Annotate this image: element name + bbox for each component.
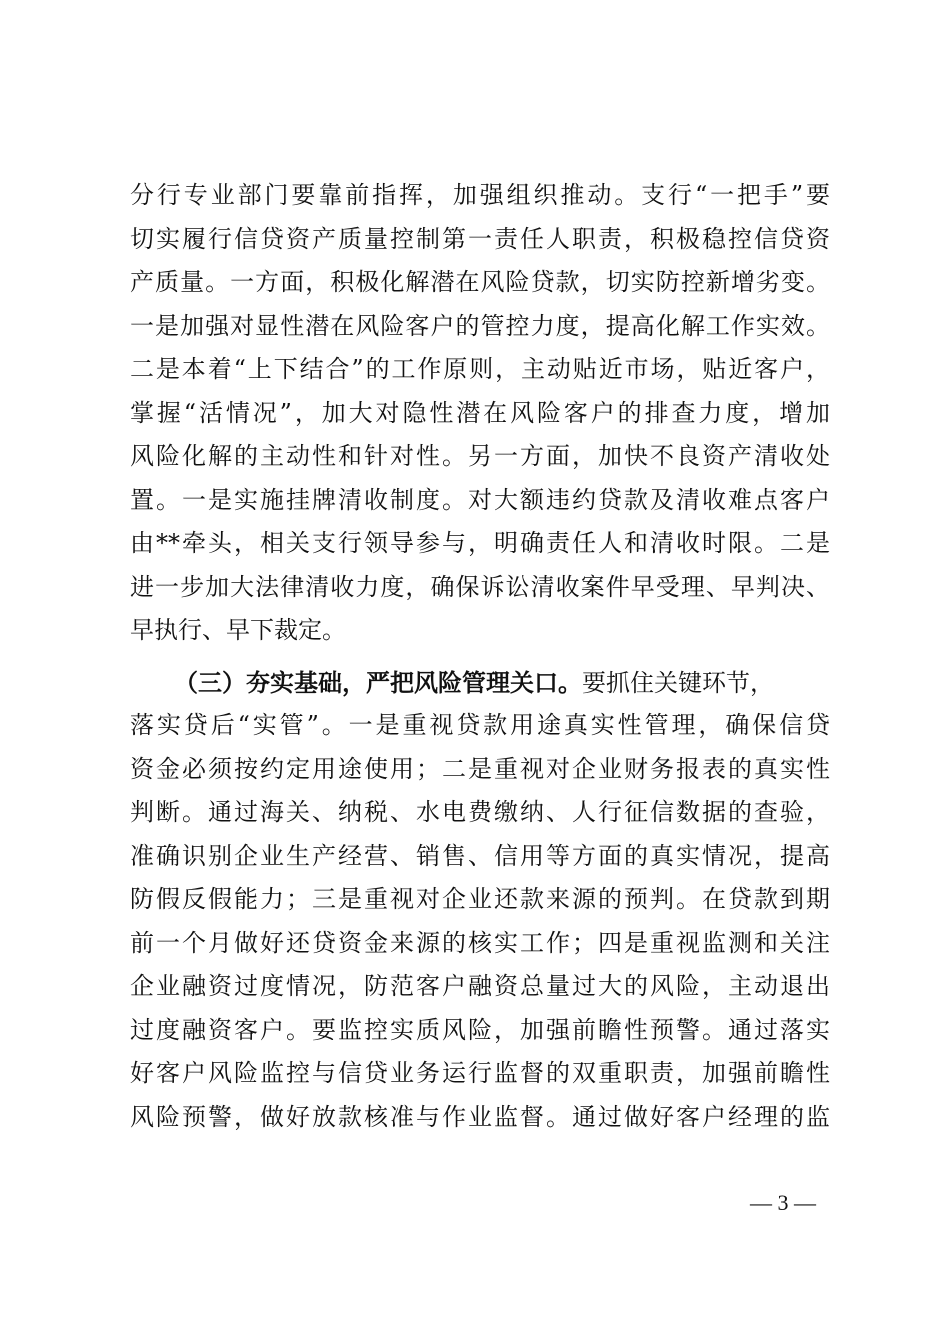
paragraph-line: 早执行、早下裁定。 — [130, 616, 346, 644]
paragraph-line: 二是本着“上下结合”的工作原则，主动贴近市场，贴近客户， — [130, 355, 830, 383]
paragraph-line: 切实履行信贷资产质量控制第一责任人职责，积极稳控信贷资 — [130, 224, 830, 253]
paragraph-line: 好客户风险监控与信贷业务运行监督的双重职责，加强前瞻性 — [130, 1059, 830, 1087]
paragraph-line: 风险化解的主动性和针对性。另一方面，加快不良资产清收处 — [130, 442, 830, 470]
paragraph-line: 判断。通过海关、纳税、水电费缴纳、人行征信数据的查验， — [130, 798, 830, 826]
page-number: — 3 — — [750, 1190, 816, 1215]
body-text — [130, 174, 830, 1139]
paragraph-line: 落实贷后“实管”。一是重视贷款用途真实性管理，确保信贷 — [130, 711, 830, 739]
paragraph-line: 过度融资客户。要监控实质风险，加强前瞻性预警。通过落实 — [130, 1015, 830, 1044]
paragraph-line: 企业融资过度情况，防范客户融资总量过大的风险，主动退出 — [130, 972, 830, 1000]
paragraph-line: 准确识别企业生产经营、销售、信用等方面的真实情况，提高 — [130, 841, 830, 870]
paragraph-line: 分行专业部门要靠前指挥，加强组织推动。支行“一把手”要 — [130, 181, 830, 209]
section-three-first-line-rest: 要抓住关键环节， — [582, 668, 774, 697]
section-three-first-line — [130, 661, 830, 705]
paragraph-line: 由**牵头，相关支行领导参与，明确责任人和清收时限。二是 — [130, 529, 830, 557]
paragraph-line: 资金必须按约定用途使用；二是重视对企业财务报表的真实性 — [130, 754, 830, 783]
paragraph-line: 风险预警，做好放款核准与作业监督。通过做好客户经理的监 — [130, 1102, 830, 1131]
paragraph-line: 进一步加大法律清收力度，确保诉讼清收案件早受理、早判决、 — [130, 572, 830, 601]
paragraph-line: 产质量。一方面，积极化解潜在风险贷款，切实防控新增劣变。 — [130, 268, 830, 296]
paragraph-gap — [130, 653, 830, 661]
paragraph-line: 一是加强对显性潜在风险客户的管控力度，提高化解工作实效。 — [130, 311, 830, 340]
paragraph-line: 前一个月做好还贷资金来源的核实工作；四是重视监测和关注 — [130, 928, 830, 957]
paragraph-line: 防假反假能力；三是重视对企业还款来源的预判。在贷款到期 — [130, 885, 830, 913]
paragraph-line: 置。一是实施挂牌清收制度。对大额违约贷款及清收难点客户 — [130, 485, 830, 514]
section-three-heading: （三）夯实基础，严把风险管理关口。 — [174, 667, 582, 697]
paragraph-line: 掌握“活情况”，加大对隐性潜在风险客户的排查力度，增加 — [130, 398, 830, 427]
